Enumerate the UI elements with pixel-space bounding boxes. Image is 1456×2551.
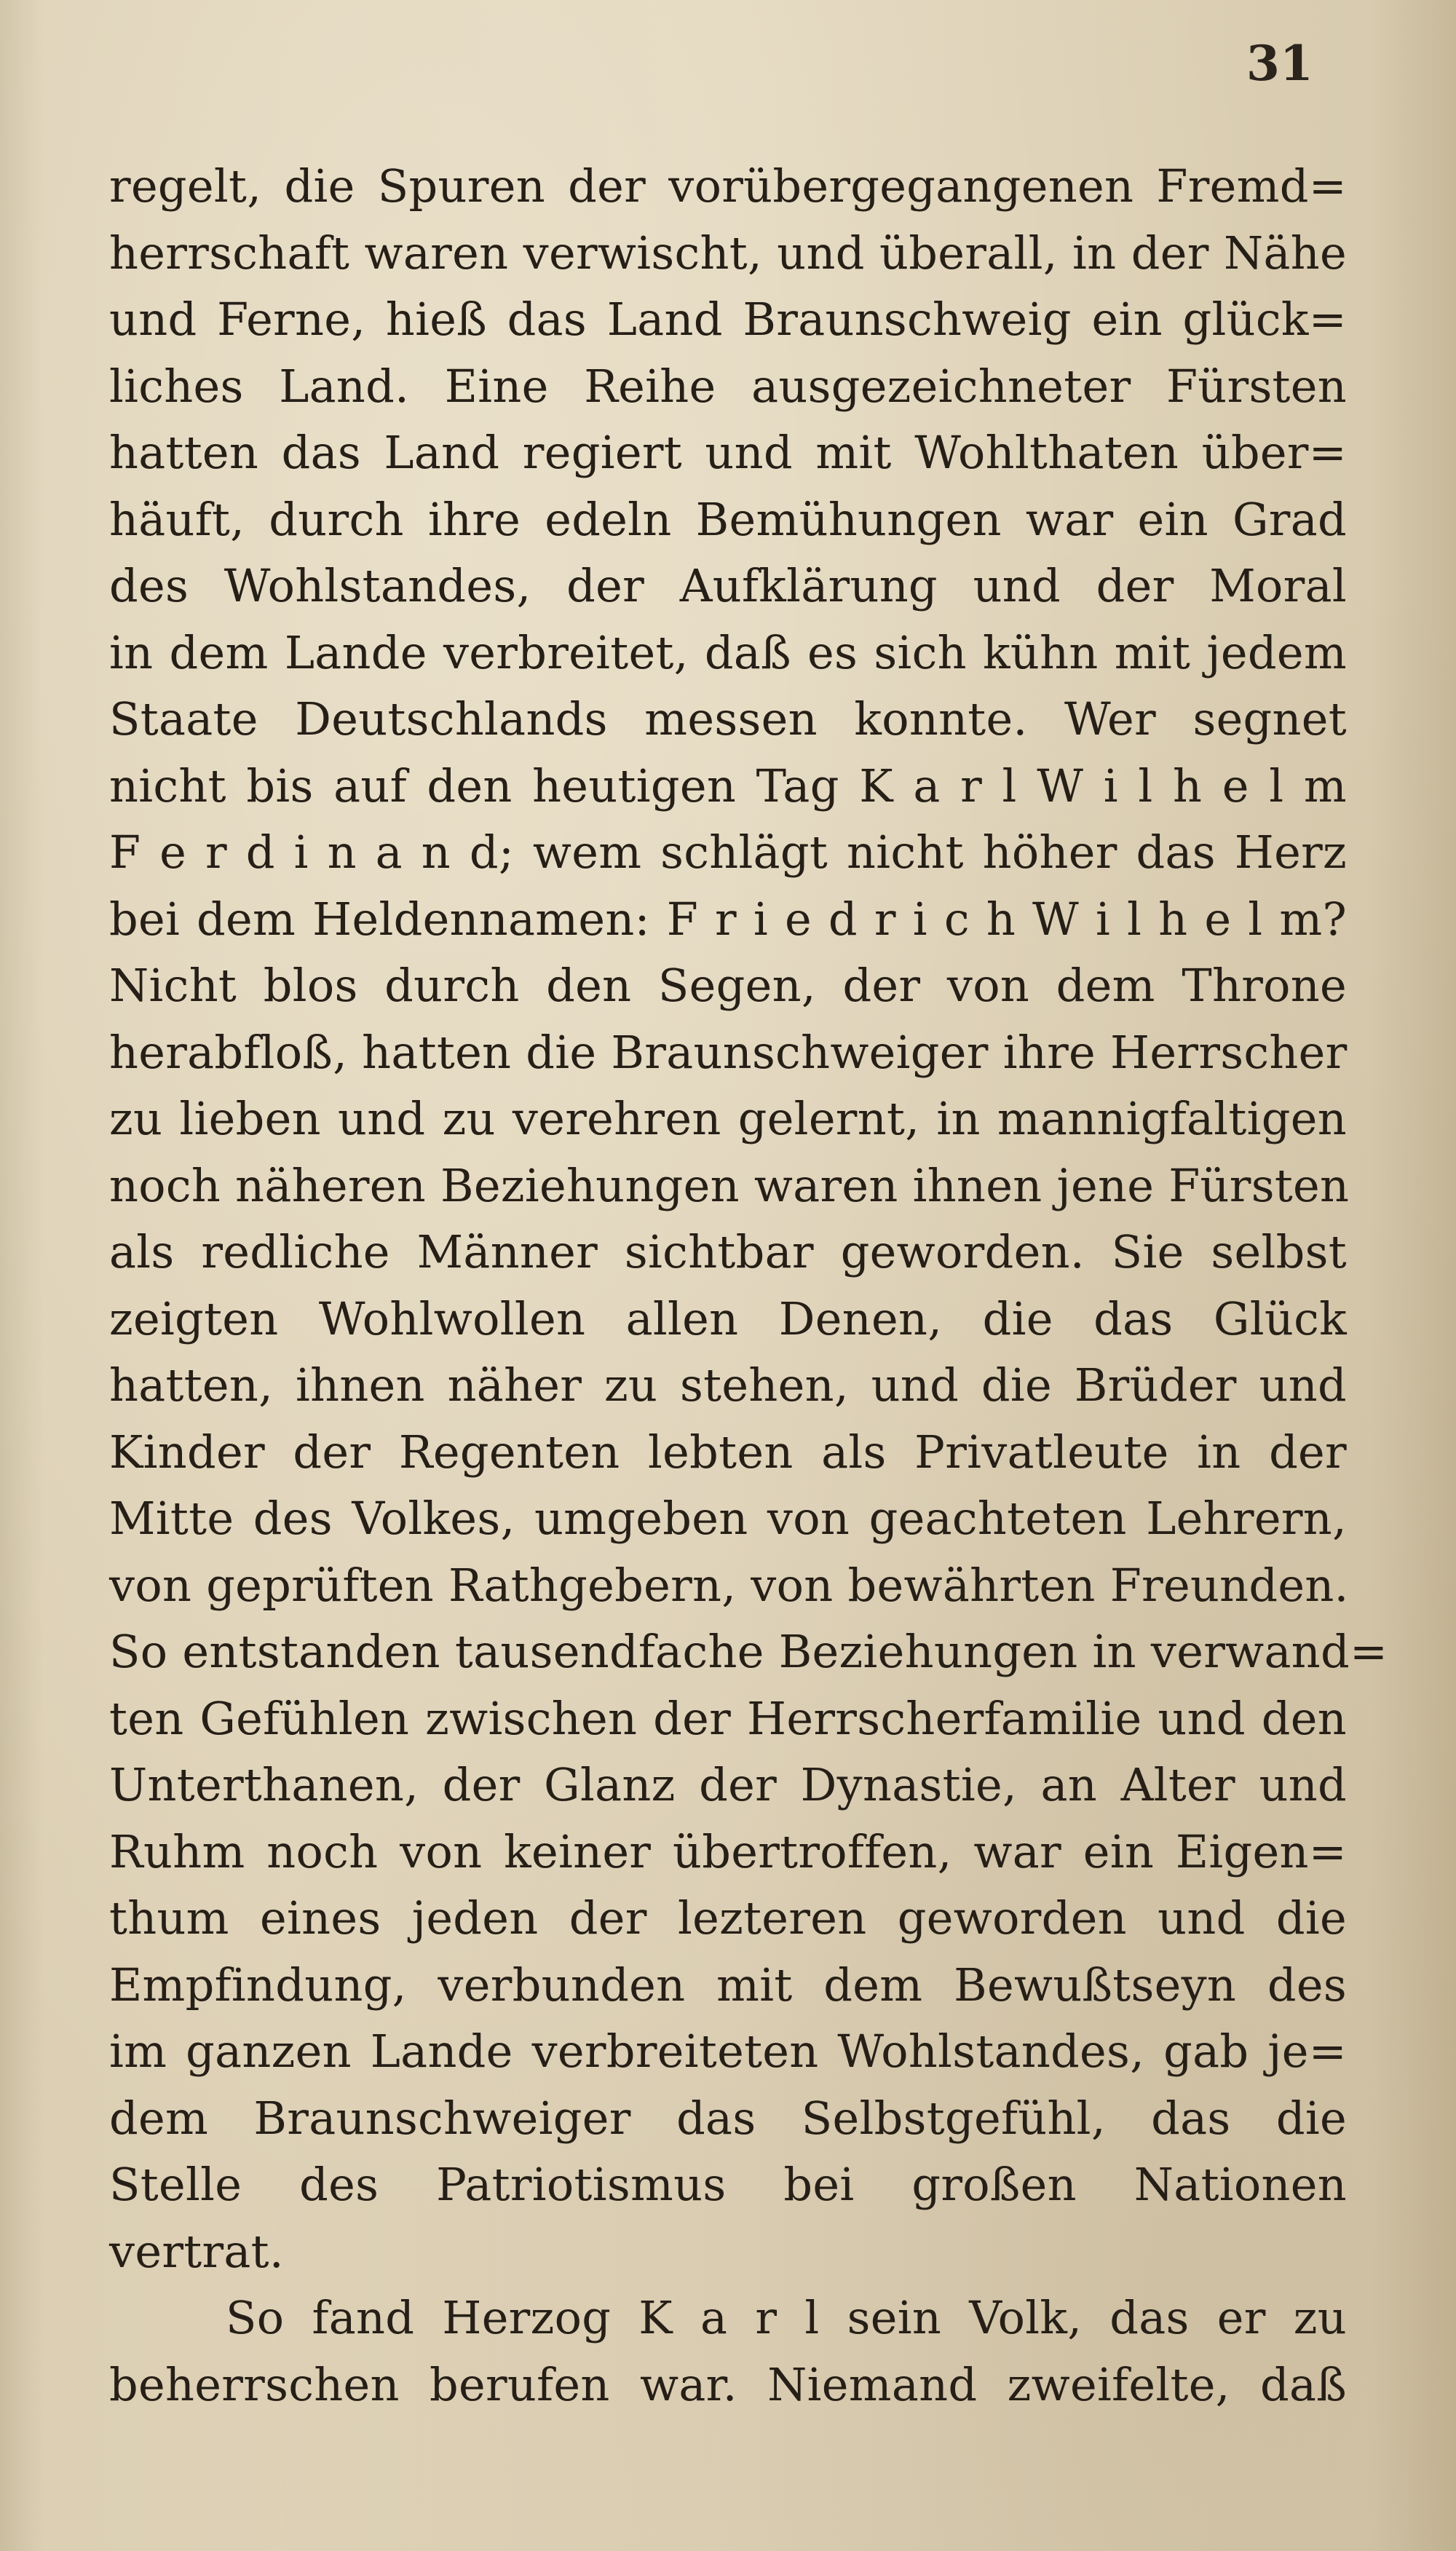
paragraph-start-line: So fand Herzog K a r l sein Volk, das er zu (226, 2291, 1347, 2344)
text-line: Ruhm noch von keiner übertroffen, war ein Eigen= (109, 1824, 1347, 1878)
text-line: bei dem Heldennamen: F r i e d r i c h W i l h e l m? (109, 892, 1347, 946)
text-line: liches Land. Eine Reihe ausgezeichneter Fürsten (109, 359, 1347, 413)
text-line: häuft, durch ihre edeln Bemühungen war ein Grad (109, 492, 1347, 546)
body-text (109, 153, 1388, 2418)
text-line: F e r d i n a n d; wem schlägt nicht höher das Herz (109, 826, 1347, 879)
text-line: zu lieben und zu verehren gelernt, in mannigfaltigen (109, 1092, 1347, 1145)
text-line: Unterthanen, der Glanz der Dynastie, an Alter und (109, 1758, 1347, 1811)
text-line: nicht bis auf den heutigen Tag K a r l W i l h e l m (109, 759, 1347, 812)
text-line: als redliche Männer sichtbar geworden. Sie selbst (109, 1225, 1347, 1278)
text-line: ten Gefühlen zwischen der Herrscherfamilie und den (109, 1691, 1347, 1745)
text-line: regelt, die Spuren der vorübergegangenen Fremd= (109, 159, 1347, 213)
text-line: Nicht blos durch den Segen, der von dem Throne (109, 959, 1347, 1012)
text-line: thum eines jeden der lezteren geworden und die (109, 1891, 1347, 1945)
text-line: des Wohlstandes, der Aufklärung und der Moral (109, 559, 1347, 612)
text-line: hatten, ihnen näher zu stehen, und die Brüder und (109, 1358, 1347, 1412)
text-line: beherrschen berufen war. Niemand zweifelte, daß (109, 2357, 1347, 2411)
text-line: noch näheren Beziehungen waren ihnen jene Fürsten (109, 1158, 1350, 1212)
text-line: Stelle des Patriotismus bei großen Nationen (109, 2158, 1347, 2211)
text-line: von geprüften Rathgebern, von bewährten Freunden. (109, 1558, 1349, 1612)
text-line: im ganzen Lande verbreiteten Wohlstandes, gab je= (109, 2025, 1347, 2078)
text-line: zeigten Wohlwollen allen Denen, die das Glück (109, 1292, 1347, 1345)
text-line: herrschaft waren verwischt, und überall, in der Nähe (109, 226, 1347, 280)
text-line: Kinder der Regenten lebten als Privatleute in der (109, 1425, 1347, 1479)
text-line: und Ferne, hieß das Land Braunschweig ein glück= (109, 293, 1347, 346)
paragraph-end-line: vertrat. (109, 2224, 284, 2278)
text-line: dem Braunschweiger das Selbstgefühl, das die (109, 2091, 1347, 2145)
text-line: Mitte des Volkes, umgeben von geachteten Lehrern, (109, 1492, 1347, 1545)
text-line: Staate Deutschlands messen konnte. Wer segnet (109, 692, 1347, 745)
text-line: hatten das Land regiert und mit Wohlthaten über= (109, 426, 1347, 479)
text-line: Empfindung, verbunden mit dem Bewußtseyn des (109, 1958, 1347, 2012)
text-line: So entstanden tausendfache Beziehungen in verwand= (109, 1625, 1388, 1678)
page-number: 31 (1246, 35, 1313, 92)
text-line: herabfloß, hatten die Braunschweiger ihre Herrscher (109, 1025, 1348, 1079)
text-line: in dem Lande verbreitet, daß es sich kühn mit jedem (109, 625, 1347, 679)
